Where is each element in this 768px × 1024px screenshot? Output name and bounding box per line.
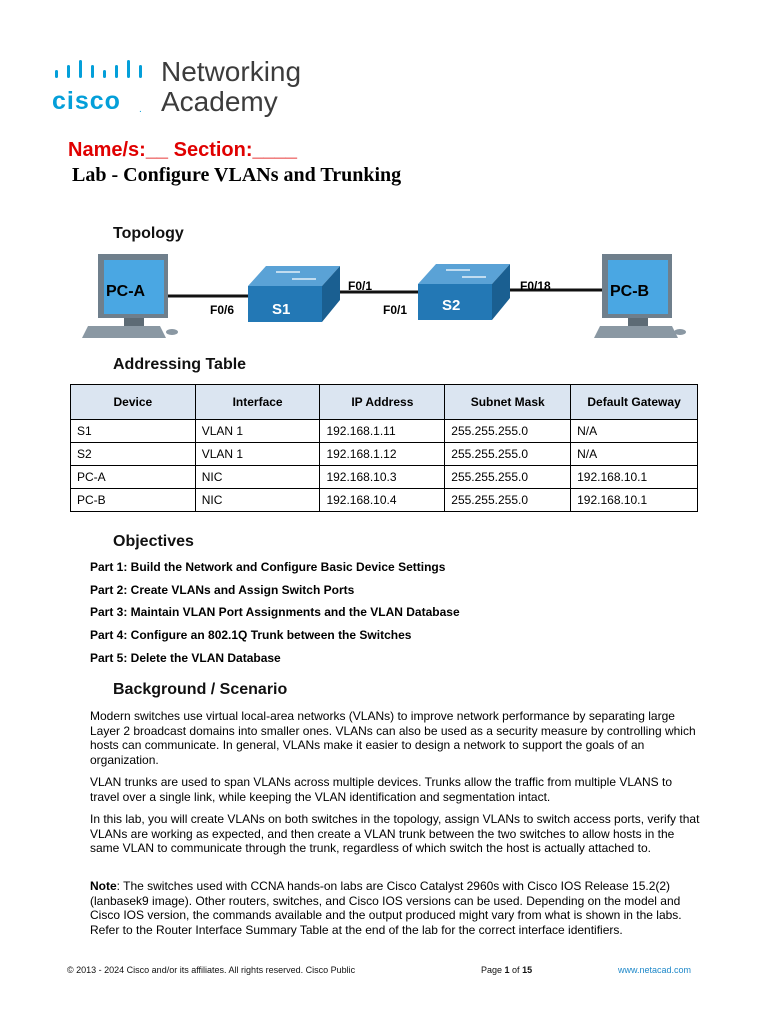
port-f018-label: F0/18 bbox=[520, 279, 551, 293]
logo-academy-text: Academy bbox=[161, 86, 278, 117]
addressing-table bbox=[70, 384, 698, 512]
column-header: Device bbox=[71, 385, 196, 420]
pc-a-label: PC-A bbox=[106, 283, 146, 300]
table-cell: 192.168.1.12 bbox=[320, 443, 445, 466]
table-row bbox=[71, 489, 698, 512]
pc-b-label: PC-B bbox=[610, 283, 650, 300]
column-header: Default Gateway bbox=[571, 385, 698, 420]
column-header: Subnet Mask bbox=[445, 385, 571, 420]
objective-part-4: Part 4: Configure an 802.1Q Trunk between the Switches bbox=[90, 628, 412, 642]
objective-part-2: Part 2: Create VLANs and Assign Switch Ports bbox=[90, 583, 355, 597]
objective-part-3: Part 3: Maintain VLAN Port Assignments and the VLAN Database bbox=[90, 605, 460, 619]
footer-page-number bbox=[481, 965, 532, 975]
table-row bbox=[71, 420, 698, 443]
page-current: 1 bbox=[504, 965, 510, 975]
switch-s1-icon bbox=[248, 266, 340, 322]
footer-url-link[interactable]: www.netacad.com bbox=[618, 965, 692, 975]
objectives-heading: Objectives bbox=[113, 533, 194, 550]
page-of: of bbox=[509, 965, 523, 975]
table-cell: 192.168.10.1 bbox=[571, 466, 698, 489]
table-cell: S1 bbox=[71, 420, 196, 443]
s1-label: S1 bbox=[272, 301, 291, 318]
background-paragraph-2: VLAN trunks are used to span VLANs across multiple devices. Trunks allow the traffic from multiple VLANS to travel over a single link, while keeping the VLAN identification and segmentation intact. bbox=[90, 775, 673, 804]
port-f01-s1-label: F0/1 bbox=[348, 279, 373, 293]
name-section-line[interactable]: Name/s:__ Section:____ bbox=[68, 139, 298, 161]
table-row bbox=[71, 443, 698, 466]
table-cell: 192.168.10.4 bbox=[320, 489, 445, 512]
table-cell: PC-B bbox=[71, 489, 196, 512]
background-note-paragraph bbox=[90, 879, 702, 937]
cisco-wordmark: cisco bbox=[52, 87, 121, 115]
table-header-row bbox=[71, 385, 698, 420]
page-prefix: Page bbox=[481, 965, 505, 975]
table-cell: S2 bbox=[71, 443, 196, 466]
cisco-wordmark-dot: . bbox=[139, 104, 142, 115]
topology-heading: Topology bbox=[113, 225, 184, 242]
lab-title: Lab - Configure VLANs and Trunking bbox=[72, 164, 402, 186]
footer-copyright: © 2013 - 2024 Cisco and/or its affiliates. All rights reserved. Cisco Public bbox=[67, 965, 356, 975]
cisco-bars-logo-icon bbox=[55, 60, 147, 82]
port-f01-s2-label: F0/1 bbox=[383, 303, 408, 317]
s2-label: S2 bbox=[442, 297, 461, 314]
table-cell: 255.255.255.0 bbox=[445, 420, 571, 443]
objective-part-5: Part 5: Delete the VLAN Database bbox=[90, 651, 281, 665]
page-total: 15 bbox=[522, 965, 533, 975]
table-cell: NIC bbox=[195, 489, 320, 512]
table-cell: N/A bbox=[571, 420, 698, 443]
table-cell: 255.255.255.0 bbox=[445, 489, 571, 512]
table-cell: 192.168.1.11 bbox=[320, 420, 445, 443]
note-text: : The switches used with CCNA hands-on labs are Cisco Catalyst 2960s with Cisco IOS Release 15.2(2) (lanbasek9 image). Other routers, switches, and Cisco IOS versions can be used. Depending on the model and Cisco IOS version, the commands available and the output produced might vary from what is shown in the labs. Refer to the Router Interface Summary Table at the end of the lab for the correct interface identifiers. bbox=[90, 879, 682, 937]
table-cell: 192.168.10.3 bbox=[320, 466, 445, 489]
table-cell: N/A bbox=[571, 443, 698, 466]
table-row bbox=[71, 466, 698, 489]
table-cell: VLAN 1 bbox=[195, 443, 320, 466]
column-header: IP Address bbox=[320, 385, 445, 420]
port-f06-label: F0/6 bbox=[210, 303, 235, 317]
background-paragraph-1: Modern switches use virtual local-area networks (VLANs) to improve network performance by separating large Layer 2 broadcast domains into smaller ones. VLANs can also be used as a security measure by controlling which hosts can communicate. In general, VLANs make it easier to design a network to support the goals of an organization. bbox=[90, 709, 696, 767]
switch-s2-icon bbox=[418, 264, 510, 320]
table-cell: 255.255.255.0 bbox=[445, 443, 571, 466]
table-cell: 255.255.255.0 bbox=[445, 466, 571, 489]
topology-diagram bbox=[80, 248, 700, 348]
background-heading: Background / Scenario bbox=[113, 681, 288, 698]
table-cell: 192.168.10.1 bbox=[571, 489, 698, 512]
objective-part-1: Part 1: Build the Network and Configure Basic Device Settings bbox=[90, 560, 446, 574]
note-label: Note bbox=[90, 879, 117, 893]
logo-networking-text: Networking bbox=[161, 56, 302, 87]
table-cell: NIC bbox=[195, 466, 320, 489]
table-cell: PC-A bbox=[71, 466, 196, 489]
table-cell: VLAN 1 bbox=[195, 420, 320, 443]
column-header: Interface bbox=[195, 385, 320, 420]
background-paragraph-3: In this lab, you will create VLANs on both switches in the topology, assign VLANs to switch access ports, verify that VLANs are working as expected, and then create a VLAN trunk between the two switches to allow hosts in the same VLAN to communicate through the trunk, regardless of which switch the host is actually attached to. bbox=[90, 812, 700, 855]
addressing-table-heading: Addressing Table bbox=[113, 356, 247, 373]
